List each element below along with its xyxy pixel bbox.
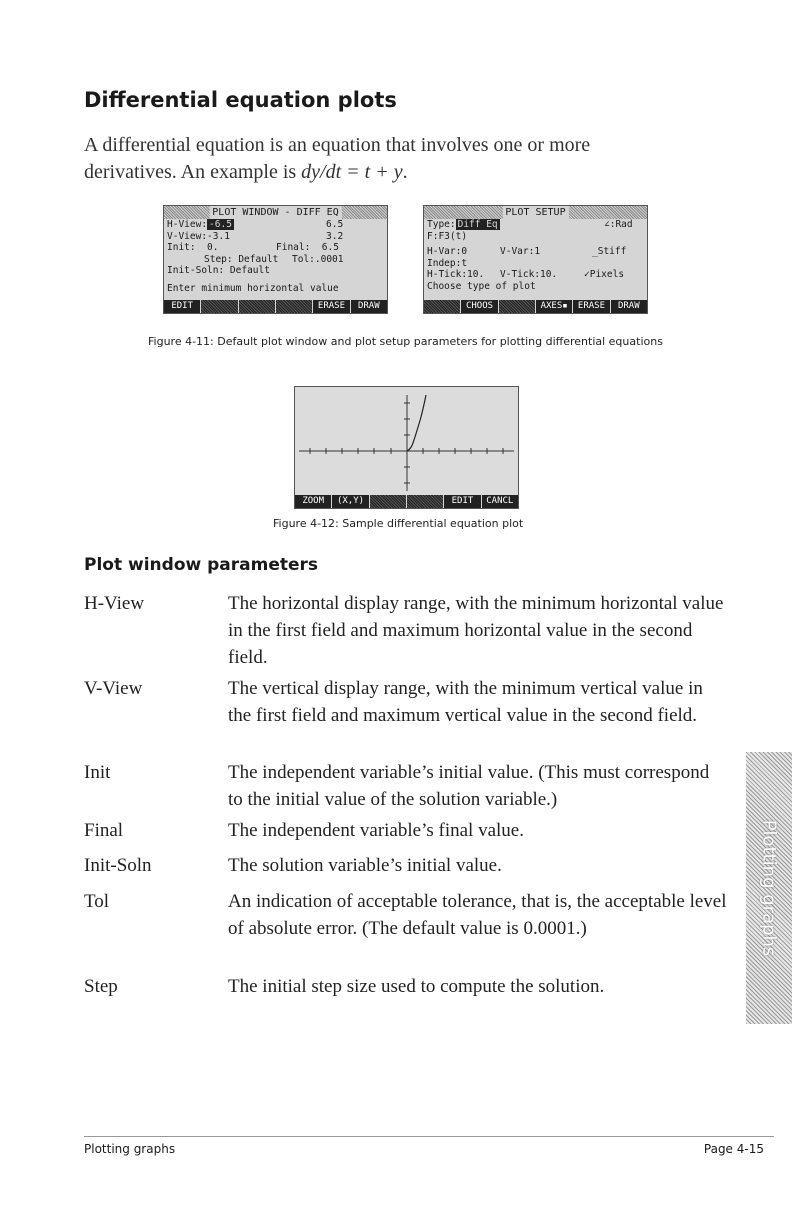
softkey-erase[interactable]: ERASE [313,300,349,313]
param-term: Init [84,762,111,783]
softkey-blank [424,300,460,313]
softkey-axes[interactable]: AXES▪ [536,300,572,313]
init-final-field [164,242,387,254]
screen-title: PLOT WINDOW - DIFF EQ [209,206,341,219]
chapter-tab [746,752,792,1024]
screen-title-bar [164,206,387,219]
softkey-zoom[interactable]: ZOOM [295,495,331,508]
plot-canvas [295,387,518,494]
softkey-xy[interactable]: (X,Y) [332,495,368,508]
section-title: Differential equation plots [84,88,397,112]
screen-title-bar [424,206,647,219]
example-formula: dy/dt = t + y [301,161,403,183]
footer-divider [84,1136,774,1137]
pixels-checkbox: ✓Pixels [584,269,625,280]
tol-label: Tol:.0001 [292,253,344,265]
param-term: V-View [84,678,143,699]
softkey-bar [424,300,647,313]
param-term: Final [84,820,124,841]
softkey-blank [239,300,275,313]
param-description: The vertical display range, with the minimum vertical value in the first field and maximum vertical value in the second field. [228,678,703,726]
softkey-edit[interactable]: EDIT [444,495,480,508]
stiff-checkbox: _Stiff [592,246,627,257]
footer-chapter: Plotting graphs [84,1142,176,1156]
angle-mode: ∠:Rad [604,219,633,230]
intro-paragraph [84,132,684,186]
help-prompt: Enter minimum horizontal value [167,282,339,294]
plot-window-screen [163,205,388,314]
param-term: Step [84,976,118,997]
indep-field: Indep:t [427,257,468,269]
help-prompt: Choose type of plot [427,280,536,292]
softkey-blank [370,495,406,508]
figure-caption: Figure 4-12: Sample differential equation plot [273,517,524,530]
param-description: The initial step size used to compute the solution. [228,976,605,997]
hview-label: H-View: [167,219,208,230]
hvar-label: H-Var:0 [427,246,468,257]
hview-max-value: 6.5 [326,219,344,230]
softkey-bar [295,495,518,508]
footer-page-number: Page 4-15 [703,1142,764,1156]
softkey-draw[interactable]: DRAW [611,300,647,313]
softkey-blank [499,300,535,313]
softkey-blank [201,300,237,313]
softkey-edit[interactable]: EDIT [164,300,200,313]
softkey-bar [164,300,387,313]
vtick-label: V-Tick:10. [500,269,558,280]
init-label: Init: 0. [167,242,219,253]
plot-screen [294,386,519,509]
tick-field [424,269,647,281]
hview-min-value: -6.5 [209,219,232,230]
softkey-choos[interactable]: CHOOS [461,300,497,313]
final-label: Final: 6.5 [276,242,339,253]
param-description: The independent variable’s final value. [228,820,524,841]
param-description: The horizontal display range, with the minimum horizontal value in the first field and maximum horizontal value in the second field. [228,593,724,668]
type-field [424,219,647,231]
function-field: F:F3(t) [427,230,468,242]
softkey-cancl[interactable]: CANCL [482,495,518,508]
vview-field [164,231,387,243]
hview-field [164,219,387,231]
softkey-blank [276,300,312,313]
screen-title: PLOT SETUP [502,206,568,219]
initsoln-field: Init-Soln: Default [167,265,270,276]
softkey-erase[interactable]: ERASE [573,300,609,313]
chapter-tab-label: Plotting graphs [758,819,780,957]
param-description: The solution variable’s initial value. [228,855,502,876]
vvar-label: V-Var:1 [500,246,541,257]
intro-text: A differential equation is an equation that involves one or more derivatives. An example is [84,134,591,183]
subsection-title: Plot window parameters [84,555,319,575]
htick-label: H-Tick:10. [427,269,485,280]
intro-period: . [402,161,408,183]
softkey-blank [407,495,443,508]
vview-label: V-View:-3.1 [167,230,230,242]
step-label: Step: Default [204,253,279,265]
param-term: Init-Soln [84,855,152,876]
param-term: Tol [84,891,110,912]
softkey-draw[interactable]: DRAW [351,300,387,313]
figure-caption: Figure 4-11: Default plot window and plot setup parameters for plotting differential equations [148,335,663,348]
plot-setup-screen [423,205,648,314]
param-description: An indication of acceptable tolerance, that is, the acceptable level of absolute error. (The default value is 0.0001.) [228,891,727,939]
param-term: H-View [84,593,145,614]
var-field [424,246,647,258]
vview-max-value: 3.2 [326,230,344,242]
step-tol-field [164,254,387,266]
param-description: The independent variable’s initial value. (This must correspond to the initial value of the solution variable.) [228,762,710,810]
type-value: Diff Eq [457,219,498,230]
type-label: Type: [427,219,456,230]
